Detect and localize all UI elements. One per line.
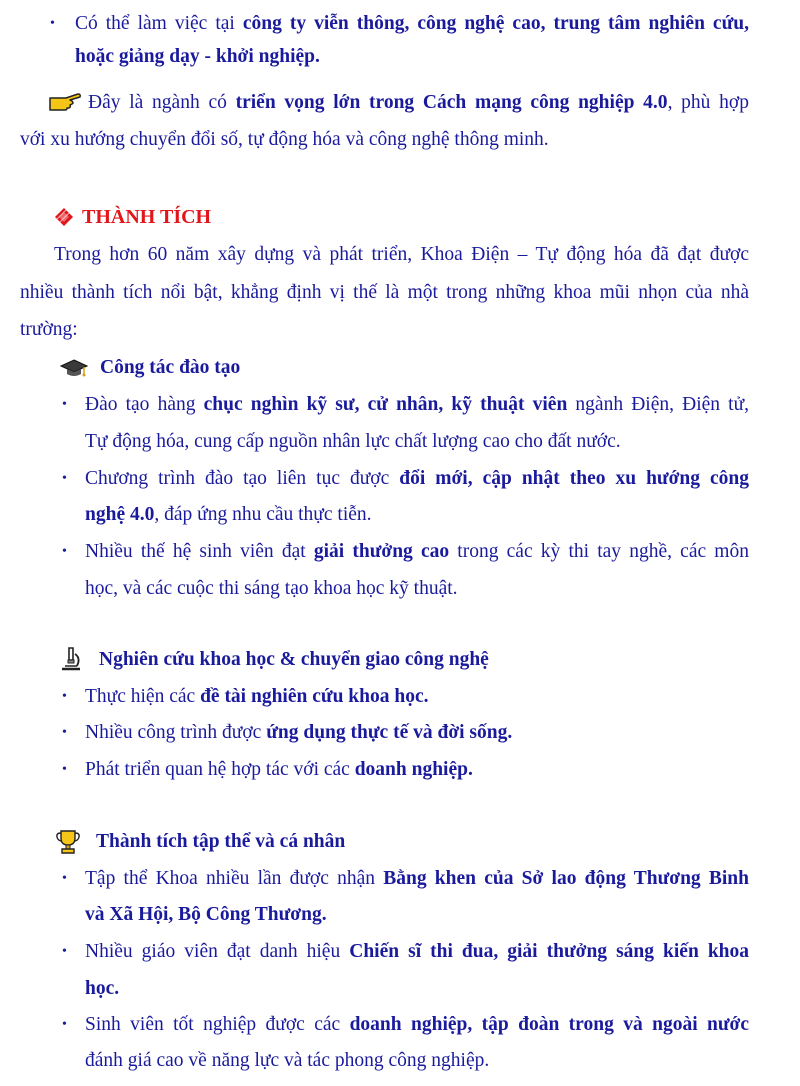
awards-item2-line1: Nhiều giáo viên đạt danh hiệu Chiến sĩ thi đua, giải thưởng sáng kiến khoa bbox=[85, 941, 750, 962]
note-line1: Đây là ngành có triển vọng lớn trong Cách mạng công nghiệp 4.0, phù hợp bbox=[88, 92, 749, 113]
diamond-icon bbox=[54, 207, 74, 227]
microscope-icon bbox=[60, 646, 82, 672]
intro-bullet-line2: hoặc giảng dạy - khởi nghiệp. bbox=[75, 46, 320, 67]
achievements-intro-line1: Trong hơn 60 năm xây dựng và phát triển, Khoa Điện – Tự động hóa đã đạt được bbox=[54, 244, 749, 265]
bullet-dot: • bbox=[62, 944, 67, 959]
section-title: THÀNH TÍCH bbox=[82, 206, 212, 228]
bullet-dot: • bbox=[62, 689, 67, 704]
graduation-cap-icon bbox=[60, 357, 88, 379]
bullet-dot: • bbox=[62, 871, 67, 886]
research-item3: Phát triển quan hệ hợp tác với các doanh nghiệp. bbox=[85, 759, 473, 780]
training-item1-line2: Tự động hóa, cung cấp nguồn nhân lực chất lượng cao cho đất nước. bbox=[85, 431, 621, 452]
training-item2-line1: Chương trình đào tạo liên tục được đổi mới, cập nhật theo xu hướng công bbox=[85, 468, 750, 489]
training-item3-line1: Nhiều thế hệ sinh viên đạt giải thưởng cao trong các kỳ thi tay nghề, các môn bbox=[85, 541, 749, 562]
awards-item1-line1: Tập thể Khoa nhiều lần được nhận Bằng khen của Sở lao động Thương Binh bbox=[85, 868, 749, 889]
bullet-dot: • bbox=[62, 1017, 67, 1032]
bullet-dot: • bbox=[50, 16, 55, 31]
bullet-dot: • bbox=[62, 397, 67, 412]
training-item2-line2: nghệ 4.0, đáp ứng nhu cầu thực tiễn. bbox=[85, 504, 372, 525]
research-heading: Nghiên cứu khoa học & chuyển giao công nghệ bbox=[99, 649, 489, 670]
bullet-dot: • bbox=[62, 471, 67, 486]
achievements-intro-line3: trường: bbox=[20, 319, 78, 340]
training-heading: Công tác đào tạo bbox=[100, 357, 241, 378]
awards-item2-line2: học. bbox=[85, 978, 120, 999]
awards-item1-line2: và Xã Hội, Bộ Công Thương. bbox=[85, 904, 327, 925]
achievements-intro-line2: nhiều thành tích nổi bật, khẳng định vị thế là một trong những khoa mũi nhọn của nhà bbox=[20, 282, 749, 303]
bullet-dot: • bbox=[62, 762, 67, 777]
training-item1-line1: Đào tạo hàng chục nghìn kỹ sư, cử nhân, kỹ thuật viên ngành Điện, Điện tử, bbox=[85, 394, 750, 415]
pointing-hand-icon bbox=[48, 90, 82, 112]
training-item3-line2: học, và các cuộc thi sáng tạo khoa học kỹ thuật. bbox=[85, 578, 458, 599]
awards-item3-line2: đánh giá cao về năng lực và tác phong công nghiệp. bbox=[85, 1050, 490, 1071]
bullet-dot: • bbox=[62, 725, 67, 740]
note-line2: với xu hướng chuyển đổi số, tự động hóa và công nghệ thông minh. bbox=[20, 129, 549, 150]
research-item2: Nhiều công trình được ứng dụng thực tế và đời sống. bbox=[85, 722, 513, 743]
awards-item3-line1: Sinh viên tốt nghiệp được các doanh nghiệp, tập đoàn trong và ngoài nước bbox=[85, 1014, 749, 1035]
bullet-dot: • bbox=[62, 544, 67, 559]
awards-heading: Thành tích tập thể và cá nhân bbox=[96, 831, 346, 852]
trophy-icon bbox=[55, 829, 81, 855]
intro-bullet-line1: Có thể làm việc tại công ty viễn thông, công nghệ cao, trung tâm nghiên cứu, bbox=[75, 13, 749, 34]
research-item1: Thực hiện các đề tài nghiên cứu khoa học. bbox=[85, 686, 429, 707]
